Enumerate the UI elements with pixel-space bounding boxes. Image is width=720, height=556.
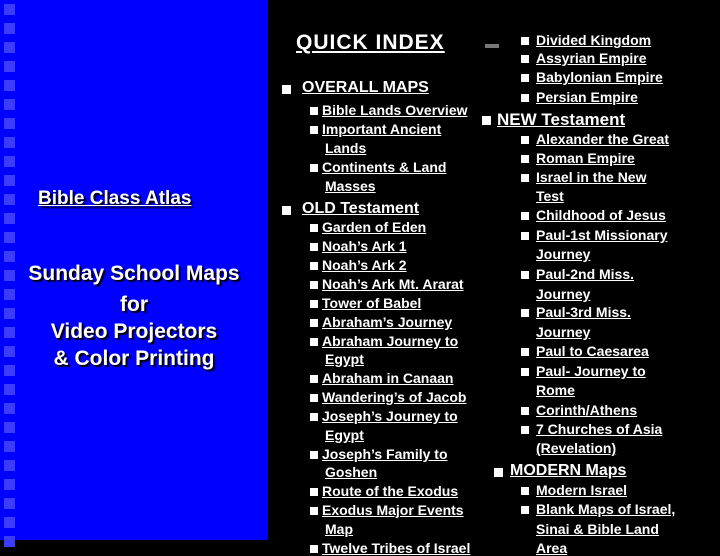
- panel-square: [4, 156, 15, 167]
- index-link[interactable]: Exodus Major Events: [322, 502, 464, 518]
- panel-square: [4, 99, 15, 110]
- bullet-icon: [310, 107, 318, 115]
- index-link[interactable]: Paul-3rd Miss.: [536, 304, 631, 320]
- panel-square: [4, 118, 15, 129]
- bullet-icon: [282, 85, 291, 94]
- bullet-icon: [521, 368, 529, 376]
- bullet-icon: [521, 74, 529, 82]
- bullet-icon: [310, 243, 318, 251]
- index-section-heading[interactable]: NEW Testament: [497, 110, 626, 129]
- bullet-icon: [521, 212, 529, 220]
- subtitle-line: Video Projectors: [50, 320, 218, 343]
- index-link[interactable]: Journey: [536, 324, 591, 340]
- panel-square: [4, 403, 15, 414]
- index-link[interactable]: Route of the Exodus: [322, 483, 459, 499]
- index-link[interactable]: Paul-1st Missionary: [536, 227, 668, 243]
- panel-square: [4, 251, 15, 262]
- panel-square: [4, 175, 15, 186]
- bullet-icon: [310, 300, 318, 308]
- panel-square: [4, 213, 15, 224]
- index-link[interactable]: Egypt: [325, 351, 364, 367]
- panel-square: [4, 23, 15, 34]
- panel-square: [4, 536, 15, 547]
- index-link[interactable]: Blank Maps of Israel,: [536, 501, 676, 517]
- bullet-icon: [310, 224, 318, 232]
- index-link[interactable]: Alexander the Great: [536, 131, 670, 147]
- index-link[interactable]: Twelve Tribes of Israel: [322, 540, 471, 556]
- index-link[interactable]: (Revelation): [536, 440, 617, 456]
- bullet-icon: [521, 487, 529, 495]
- bullet-icon: [310, 488, 318, 496]
- index-link[interactable]: Paul- Journey to: [536, 363, 646, 379]
- subtitle-line: Sunday School Maps: [28, 262, 240, 285]
- index-link[interactable]: Corinth/Athens: [536, 402, 638, 418]
- small-label-mark: [485, 44, 499, 48]
- bullet-icon: [310, 262, 318, 270]
- index-link[interactable]: Continents & Land: [322, 159, 447, 175]
- bullet-icon: [494, 468, 503, 477]
- index-link[interactable]: Paul-2nd Miss.: [536, 266, 635, 282]
- subtitle-line: & Color Printing: [53, 347, 215, 370]
- bullet-icon: [310, 394, 318, 402]
- panel-square: [4, 441, 15, 452]
- subtitle-line: for: [120, 293, 148, 316]
- panel-square: [4, 384, 15, 395]
- bullet-icon: [521, 37, 529, 45]
- index-link[interactable]: Divided Kingdom: [536, 32, 652, 48]
- panel-square: [4, 42, 15, 53]
- bullet-icon: [521, 271, 529, 279]
- atlas-title[interactable]: Bible Class Atlas: [38, 188, 192, 209]
- bullet-icon: [310, 545, 318, 553]
- bullet-icon: [310, 507, 318, 515]
- panel-square: [4, 498, 15, 509]
- panel-square: [4, 460, 15, 471]
- panel-square: [4, 194, 15, 205]
- bullet-icon: [310, 413, 318, 421]
- bullet-icon: [521, 94, 529, 102]
- index-link[interactable]: Tower of Babel: [322, 295, 422, 311]
- bullet-icon: [310, 451, 318, 459]
- bullet-icon: [310, 164, 318, 172]
- title-panel: [0, 0, 268, 540]
- index-link[interactable]: Goshen: [325, 464, 378, 480]
- bullet-icon: [310, 281, 318, 289]
- panel-square: [4, 232, 15, 243]
- bullet-icon: [521, 232, 529, 240]
- index-link[interactable]: Journey: [536, 246, 591, 262]
- index-link[interactable]: Test: [536, 188, 564, 204]
- index-link[interactable]: Paul to Caesarea: [536, 343, 649, 359]
- index-link[interactable]: Map: [325, 521, 353, 537]
- index-link[interactable]: Masses: [325, 178, 376, 194]
- index-section-heading[interactable]: OLD Testament: [302, 200, 420, 217]
- index-link[interactable]: Egypt: [325, 427, 364, 443]
- bullet-icon: [521, 55, 529, 63]
- panel-square: [4, 80, 15, 91]
- index-link[interactable]: Garden of Eden: [322, 219, 427, 235]
- bullet-icon: [310, 319, 318, 327]
- index-link[interactable]: Lands: [325, 140, 367, 156]
- index-link[interactable]: Area: [536, 540, 568, 556]
- panel-square: [4, 422, 15, 433]
- index-link[interactable]: Rome: [536, 382, 575, 398]
- index-link[interactable]: Childhood of Jesus: [536, 207, 666, 223]
- index-section-heading[interactable]: MODERN Maps: [510, 462, 627, 479]
- panel-square: [4, 137, 15, 148]
- bullet-icon: [521, 348, 529, 356]
- panel-square: [4, 4, 15, 15]
- index-link[interactable]: 7 Churches of Asia: [536, 421, 663, 437]
- bullet-icon: [310, 338, 318, 346]
- panel-square: [4, 61, 15, 72]
- bullet-icon: [310, 375, 318, 383]
- index-link[interactable]: Israel in the New: [536, 169, 647, 185]
- bullet-icon: [482, 116, 491, 125]
- panel-square: [4, 517, 15, 528]
- index-link[interactable]: Abraham Journey to: [322, 333, 459, 349]
- bullet-icon: [521, 309, 529, 317]
- index-link[interactable]: Roman Empire: [536, 150, 635, 166]
- index-section-heading[interactable]: OVERALL MAPS: [302, 79, 429, 96]
- index-link[interactable]: Joseph’s Journey to: [322, 408, 458, 424]
- index-link[interactable]: Babylonian Empire: [536, 69, 663, 85]
- index-link[interactable]: Noah’s Ark Mt. Ararat: [322, 276, 464, 292]
- index-link[interactable]: Sinai & Bible Land: [536, 521, 659, 537]
- index-link[interactable]: Bible Lands Overview: [322, 102, 468, 118]
- bullet-icon: [521, 407, 529, 415]
- bullet-icon: [521, 506, 529, 514]
- quick-index-heading: QUICK INDEX: [296, 31, 445, 54]
- index-link[interactable]: Assyrian Empire: [536, 50, 647, 66]
- index-link[interactable]: Abraham in Canaan: [322, 370, 454, 386]
- index-link[interactable]: Journey: [536, 286, 591, 302]
- index-link[interactable]: Abraham’s Journey: [322, 314, 453, 330]
- index-link[interactable]: Noah’s Ark 1: [322, 238, 407, 254]
- index-link[interactable]: Modern Israel: [536, 482, 628, 498]
- index-link[interactable]: Noah’s Ark 2: [322, 257, 407, 273]
- bullet-icon: [521, 136, 529, 144]
- index-link[interactable]: Wandering’s of Jacob: [322, 389, 467, 405]
- bullet-icon: [282, 206, 291, 215]
- index-link[interactable]: Important Ancient: [322, 121, 442, 137]
- bullet-icon: [521, 426, 529, 434]
- bullet-icon: [310, 126, 318, 134]
- bullet-icon: [521, 174, 529, 182]
- index-link[interactable]: Persian Empire: [536, 89, 638, 105]
- panel-square: [4, 479, 15, 490]
- bullet-icon: [521, 155, 529, 163]
- index-link[interactable]: Joseph’s Family to: [322, 446, 448, 462]
